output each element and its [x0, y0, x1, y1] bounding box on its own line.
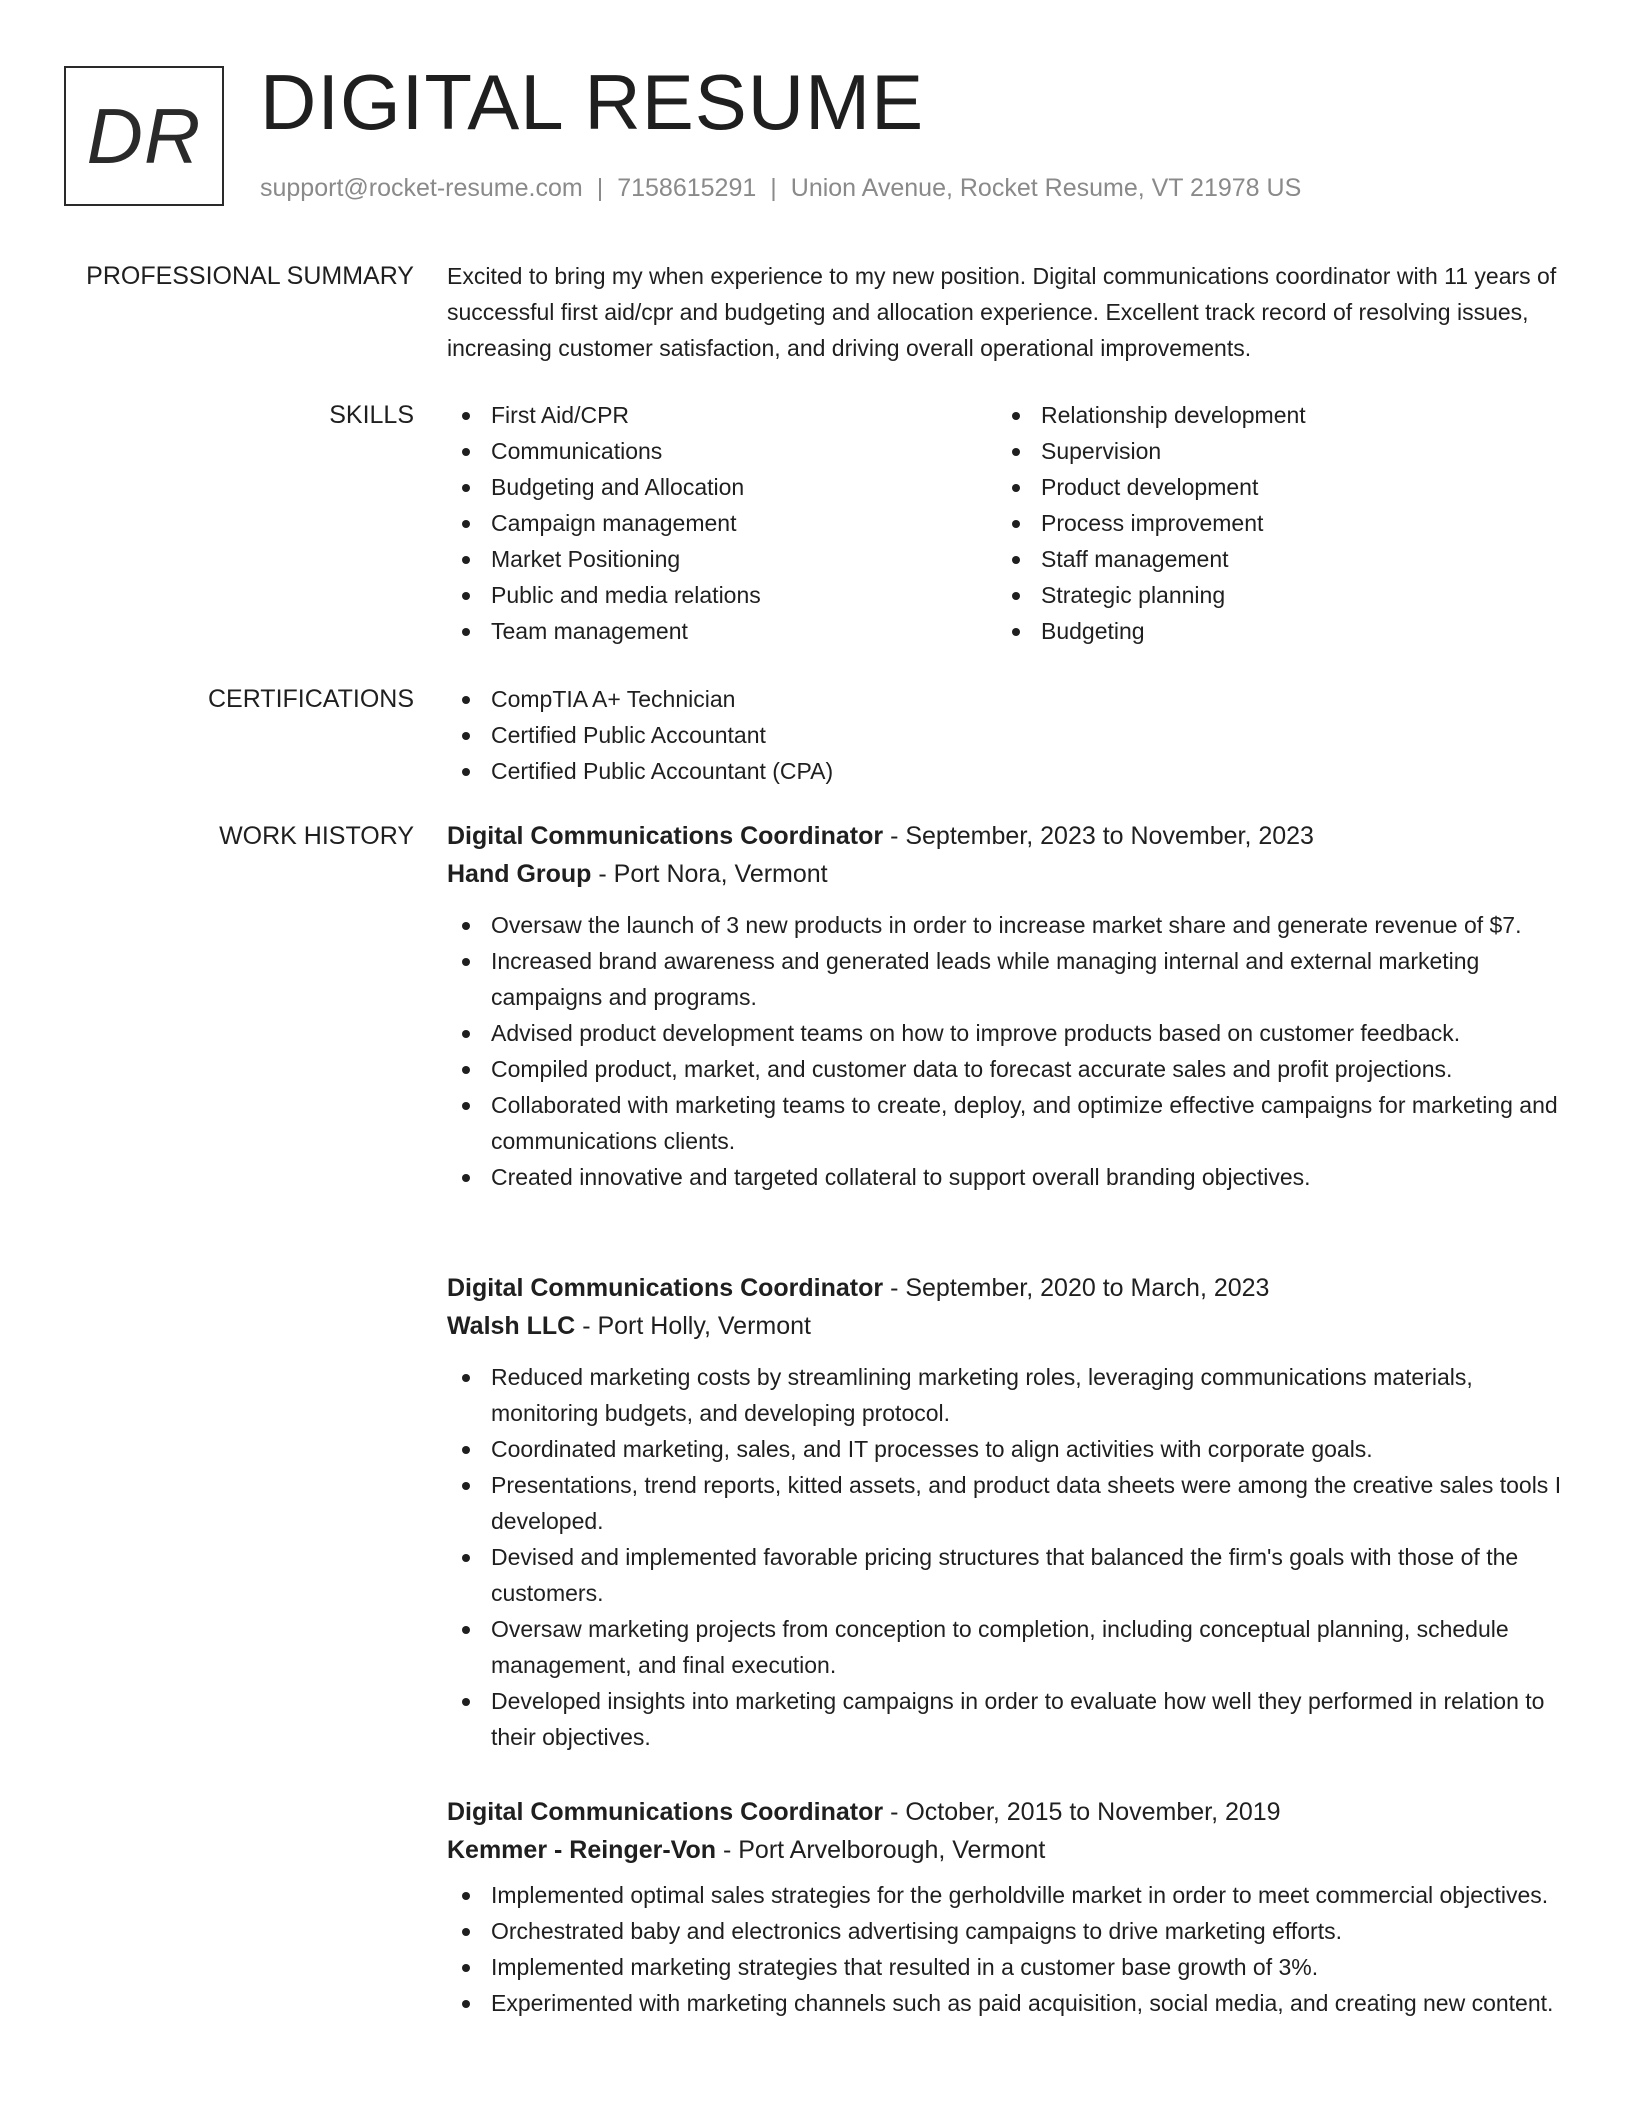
skill-item: Strategic planning	[997, 577, 1547, 613]
job-bullet: Oversaw marketing projects from conception to completion, including conceptual planning, schedule management, and final execution.	[447, 1611, 1567, 1683]
section-title-skills: SKILLS	[329, 401, 414, 429]
job-bullet: Implemented marketing strategies that resulted in a customer base growth of 3%.	[447, 1949, 1567, 1985]
job-location: - Port Nora, Vermont	[591, 860, 828, 888]
job-bullet: Compiled product, market, and customer data to forecast accurate sales and profit projections.	[447, 1051, 1567, 1087]
job-bullet: Devised and implemented favorable pricing structures that balanced the firm's goals with those of the customers.	[447, 1539, 1567, 1611]
job-company: Walsh LLC	[447, 1312, 576, 1340]
skill-item: First Aid/CPR	[447, 397, 997, 433]
contact-address: Union Avenue, Rocket Resume, VT 21978 US	[790, 174, 1302, 202]
certification-item: Certified Public Accountant	[447, 717, 1567, 753]
job-entry	[447, 1269, 1567, 1755]
contact-email[interactable]: support@rocket-resume.com	[260, 174, 583, 202]
job-entry	[447, 1793, 1567, 2021]
job-bullet: Reduced marketing costs by streamlining marketing roles, leveraging communications materials, monitoring budgets, and developing protocol.	[447, 1359, 1567, 1431]
section-title-certifications: CERTIFICATIONS	[207, 685, 414, 713]
skill-item: Team management	[447, 613, 997, 649]
skill-item: Supervision	[997, 433, 1547, 469]
job-bullet: Increased brand awareness and generated leads while managing internal and external marketing campaigns and programs.	[447, 943, 1567, 1015]
job-bullet: Collaborated with marketing teams to create, deploy, and optimize effective campaigns for marketing and communications clients.	[447, 1087, 1567, 1159]
skill-item: Staff management	[997, 541, 1547, 577]
job-bullet: Developed insights into marketing campaigns in order to evaluate how well they performed in relation to their objectives.	[447, 1683, 1567, 1755]
resume-title: DIGITAL RESUME	[260, 58, 925, 146]
skill-item: Campaign management	[447, 505, 997, 541]
summary-text: Excited to bring my when experience to my new position. Digital communications coordinator with 11 years of successful first aid/cpr and budgeting and allocation experience. Excellent track record of resolving issues, increasing customer satisfaction, and driving overall operational improvements.	[447, 263, 1557, 361]
job-company: Kemmer - Reinger-Von	[447, 1836, 717, 1864]
job-role-line	[447, 817, 1567, 855]
skills-list-right	[997, 397, 1547, 649]
monogram-logo: DR	[64, 66, 224, 206]
skill-item: Product development	[997, 469, 1547, 505]
section-title-work-history: WORK HISTORY	[219, 822, 414, 850]
job-bullet: Experimented with marketing channels such as paid acquisition, social media, and creating new content.	[447, 1985, 1567, 2021]
job-role: Digital Communications Coordinator	[447, 1798, 884, 1826]
contact-phone[interactable]: 7158615291	[617, 174, 757, 202]
job-bullet: Oversaw the launch of 3 new products in order to increase market share and generate revenue of $7.	[447, 907, 1567, 943]
skill-item: Budgeting and Allocation	[447, 469, 997, 505]
job-company: Hand Group	[447, 860, 592, 888]
contact-line	[260, 174, 1301, 203]
certification-item: Certified Public Accountant (CPA)	[447, 753, 1567, 789]
skill-item: Budgeting	[997, 613, 1547, 649]
skills-columns	[447, 397, 1567, 649]
skill-item: Market Positioning	[447, 541, 997, 577]
job-bullet: Coordinated marketing, sales, and IT processes to align activities with corporate goals.	[447, 1431, 1567, 1467]
job-role-line	[447, 1269, 1567, 1307]
job-role: Digital Communications Coordinator	[447, 822, 884, 850]
job-role-line	[447, 1793, 1567, 1831]
job-bullet: Implemented optimal sales strategies for the gerholdville market in order to meet commercial objectives.	[447, 1877, 1567, 1913]
skill-item: Process improvement	[997, 505, 1547, 541]
job-bullets	[447, 907, 1567, 1195]
certifications-list	[447, 681, 1567, 789]
job-location: - Port Holly, Vermont	[575, 1312, 811, 1340]
job-bullet: Orchestrated baby and electronics advertising campaigns to drive marketing efforts.	[447, 1913, 1567, 1949]
skills-list-left	[447, 397, 997, 649]
job-bullet: Presentations, trend reports, kitted assets, and product data sheets were among the creative sales tools I developed.	[447, 1467, 1567, 1539]
skill-item: Communications	[447, 433, 997, 469]
job-bullets	[447, 1359, 1567, 1755]
job-bullet: Created innovative and targeted collateral to support overall branding objectives.	[447, 1159, 1567, 1195]
job-bullet: Advised product development teams on how to improve products based on customer feedback.	[447, 1015, 1567, 1051]
job-company-line	[447, 1831, 1567, 1869]
contact-separator: |	[770, 174, 777, 202]
job-dates: - September, 2020 to March, 2023	[883, 1274, 1270, 1302]
job-company-line	[447, 855, 1567, 893]
skill-item: Relationship development	[997, 397, 1547, 433]
section-title-summary: PROFESSIONAL SUMMARY	[86, 262, 414, 290]
job-entry	[447, 817, 1567, 1195]
job-dates: - October, 2015 to November, 2019	[883, 1798, 1281, 1826]
job-dates: - September, 2023 to November, 2023	[883, 822, 1314, 850]
certifications-body	[447, 681, 1567, 789]
job-company-line	[447, 1307, 1567, 1345]
skill-item: Public and media relations	[447, 577, 997, 613]
contact-separator: |	[596, 174, 604, 202]
job-role: Digital Communications Coordinator	[447, 1274, 884, 1302]
certification-item: CompTIA A+ Technician	[447, 681, 1567, 717]
job-bullets	[447, 1877, 1567, 2021]
job-location: - Port Arvelborough, Vermont	[716, 1836, 1046, 1864]
